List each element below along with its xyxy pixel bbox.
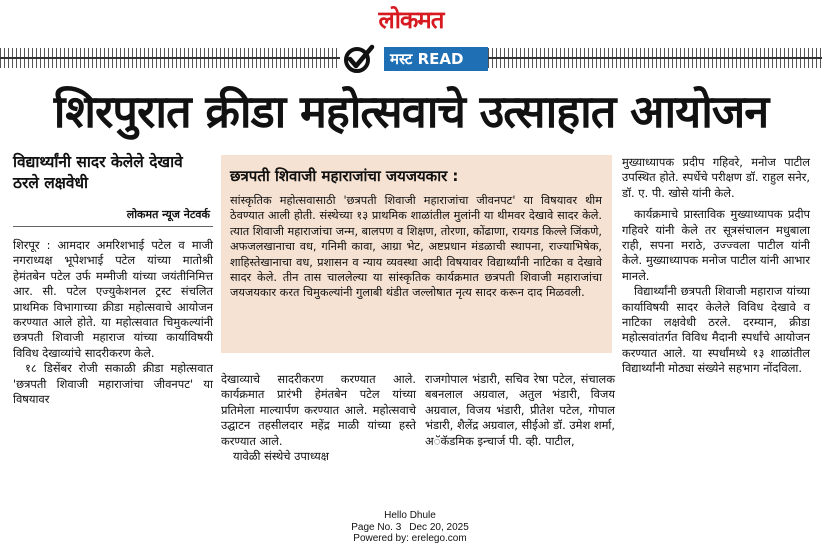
hatch-line-right <box>488 57 822 59</box>
column-4-paragraph-1: मुख्याध्यापक प्रदीप गहिवरे, मनोज पाटील उपस्थित होते. स्पर्धेचे परीक्षण डॉ. राहुल सनेर, डॉ. ए. पी. खोसे यांनी केले. <box>622 155 810 200</box>
column-2-paragraph: देखाव्याचे सादरीकरण करण्यात आले. कार्यक्रमात प्रारंभी हेमंतबेन पटेल यांच्या प्रतिमेला माल्यार्पण करण्यात आले. महोत्सवाचे उद्घाटन तहसीलदार महेंद्र माळी यांच्या हस्ते करण्यात आले. <box>221 372 416 448</box>
check-mark-icon <box>343 44 375 74</box>
masthead <box>0 0 822 40</box>
footer-page: Page No. 3 <box>351 521 402 533</box>
footer-date: Dec 20, 2025 <box>409 521 469 533</box>
highlight-box-body: सांस्कृतिक महोत्सवासाठी 'छत्रपती शिवाजी महाराजांचा जीवनपट' या विषयावर थीम ठेवण्यात आली होती. संस्थेच्या १३ प्राथमिक शाळांतील मुलांनी या थीमवर देखावे सादर केले. त्यात शिवाजी महाराजांचा जन्म, बालपण व शिक्षण, तोरणा, कोंढाणा, रायगड किल्ले जिंकणे, अफजलखानाचा वध, गनिमी कावा, आग्रा भेट, अष्टप्रधान मंडळाची स्थापना, राज्याभिषेक, शाहिस्तेखानाचा वध, प्रशासन व न्याय व्यवस्था आदी विषयावर विद्यार्थ्यांनी नाटिका व देखावे सादर केले. तीन तास चाललेल्या या सांस्कृतिक कार्यक्रमात छत्रपती शिवाजी महाराजांचा जयजयकार करत चिमुकल्यांनी गुलाबी थंडीत जल्लोषात नृत्य सादर करून दाद मिळवली. <box>230 194 602 300</box>
article-column-3 <box>425 372 615 472</box>
article-column-4 <box>622 155 810 475</box>
article-column-2 <box>221 372 416 472</box>
column-4-paragraph-2: कार्यक्रमाचे प्रास्ताविक मुख्याध्यापक प्रदीप गहिवरे यांनी केले तर सूत्रसंचालन मधुबाला राही, सपना मराठे, उज्ज्वला पाटील यांनी केले. मुख्याध्यापक मनोज पाटील यांनी आभार मानले. <box>622 207 810 283</box>
page-footer <box>320 510 500 545</box>
byline: लोकमत न्यूज नेटवर्क <box>126 208 210 221</box>
column-1-paragraph: शिरपूर : आमदार अमरिशभाई पटेल व माजी नगराध्यक्ष भूपेशभाई पटेल यांच्या मातोश्री हेमंतबेन पटेल उर्फ मम्मीजी यांच्या जयंतीनिमित्त आर. सी. पटेल एज्युकेशनल ट्रस्ट संचलित प्राथमिक विभागाच्या क्रीडा महोत्सवाचे आयोजन करण्यात आले होते. या महोत्सवात चिमुकल्यांनी छत्रपती शिवाजी महाराज यांच्या कार्याविषयी विविध देखाव्यांचे सादरीकरण केले. <box>13 238 213 360</box>
must-read-bar <box>0 42 822 76</box>
hatch-line-left <box>0 57 340 59</box>
column-1-paragraph-2: १८ डिसेंबर रोजी सकाळी क्रीडा महोत्सवात 'छत्रपती शिवाजी महाराजांचा जीवनपट' या विषयावर <box>13 361 213 407</box>
byline-divider <box>13 226 213 227</box>
lokmat-logo: लोकमत <box>378 5 444 34</box>
article-column-1 <box>13 238 213 468</box>
footer-edition: Hello Dhule <box>384 510 436 521</box>
article-headline: शिरपुरात क्रीडा महोत्सवाचे उत्साहात आयोजन <box>53 85 769 138</box>
column-3-paragraph: राजगोपाल भंडारी, सचिव रेषा पटेल, संचालक बबनलाल अग्रवाल, अतुल भंडारी, विजय अग्रवाल, विजय भंडारी, प्रीतेश पटेल, गोपाल भंडारी, शैलेंद्र अग्रवाल, सीईओ डॉ. उमेश शर्मा, अॅकॅडमिक इन्चार्ज पी. व्ही. पाटील, <box>425 372 615 448</box>
footer-page-date <box>320 522 500 534</box>
column-4-paragraph-3: विद्यार्थ्यांनी छत्रपती शिवाजी महाराज यांच्या कार्याविषयी सादर केलेले विविध देखावे व नाटिका लक्षवेधी ठरले. दरम्यान, क्रीडा महोत्सवांतर्गत विविध मैदानी स्पर्धांचे आयोजन करण्यात आले. या स्पर्धांमध्ये १३ शाळांतील विद्यार्थ्यांनी मोठ्या संख्येने सहभाग नोंदविला. <box>622 284 810 376</box>
sub-headline: विद्यार्थ्यांनी सादर केलेले देखावे ठरले लक्षवेधी <box>13 153 183 192</box>
highlight-box-title: छत्रपती शिवाजी महाराजांचा जयजयकार : <box>230 167 459 185</box>
must-read-badge: मस्ट READ <box>384 47 488 71</box>
footer-powered[interactable]: Powered by: erelego.com <box>353 533 467 544</box>
column-2-paragraph-2: यावेळी संस्थेचे उपाध्यक्ष <box>233 449 329 464</box>
